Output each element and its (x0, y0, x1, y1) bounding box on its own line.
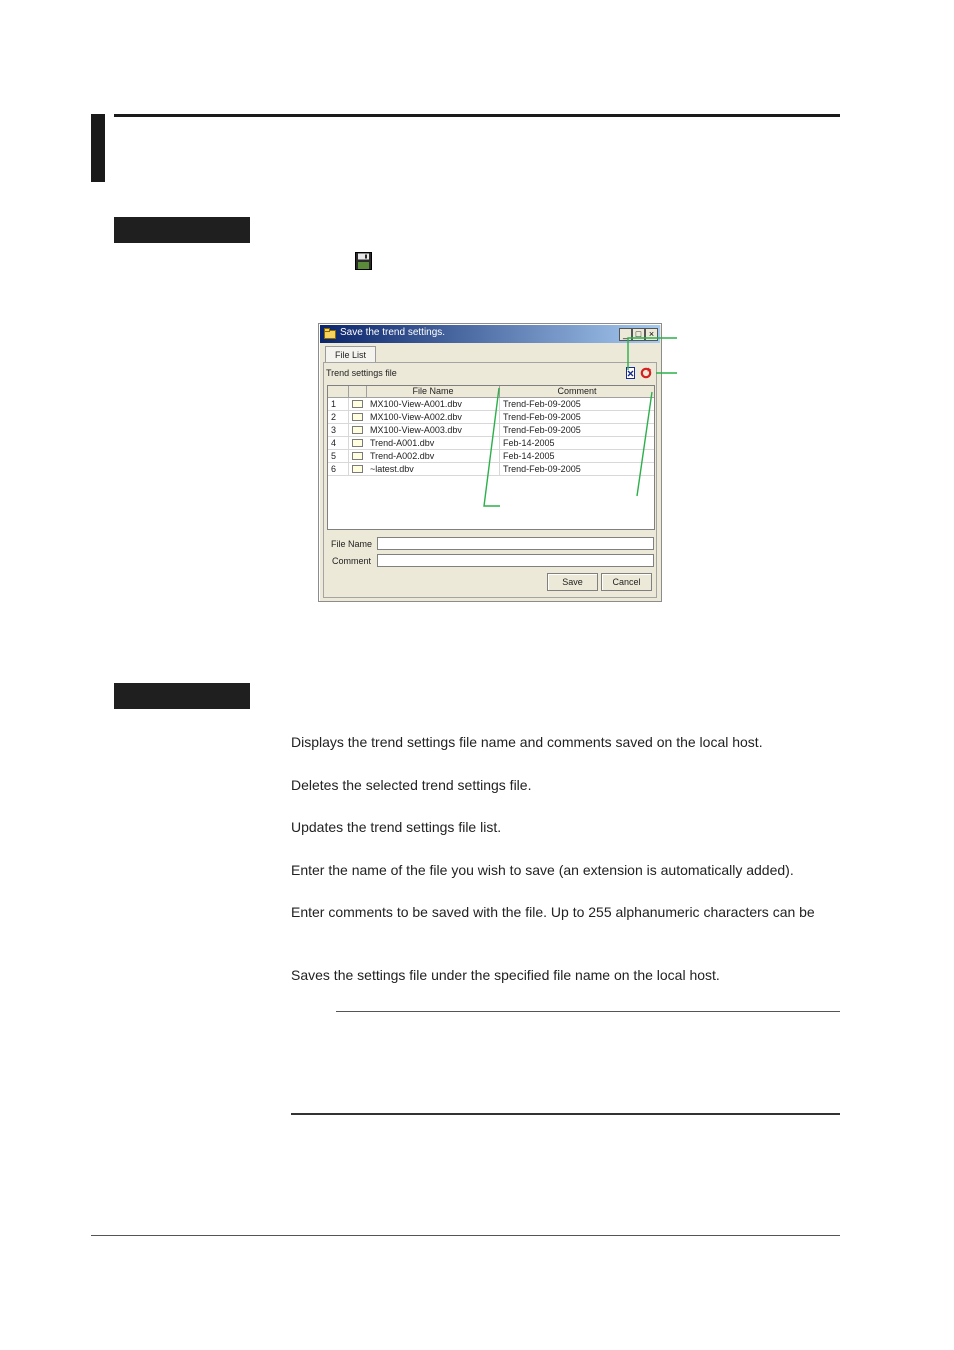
description-file-name: Enter the name of the file you wish to save (an extension is automatically added). (291, 862, 794, 878)
close-button[interactable]: × (645, 328, 658, 341)
file-name-label: File Name (331, 539, 373, 549)
row-comment: Trend-Feb-09-2005 (503, 412, 581, 422)
column-header-comment[interactable]: Comment (557, 386, 597, 396)
floppy-disk-icon (355, 252, 372, 270)
tab-file-list[interactable]: File List (325, 346, 376, 363)
header-rule (114, 114, 840, 117)
row-index: 4 (328, 437, 349, 450)
minimize-button[interactable]: _ (619, 328, 632, 341)
row-comment: Trend-Feb-09-2005 (503, 425, 581, 435)
row-comment: Trend-Feb-09-2005 (503, 464, 581, 474)
column-header-icon (349, 386, 367, 397)
row-file-name: MX100-View-A002.dbv (367, 411, 500, 424)
row-file-name: MX100-View-A001.dbv (367, 398, 500, 411)
save-button[interactable]: Save (547, 573, 598, 591)
folder-icon (324, 328, 336, 339)
row-comment: Feb-14-2005 (503, 451, 555, 461)
row-file-name: Trend-A002.dbv (367, 450, 500, 463)
footer-rule (91, 1235, 840, 1236)
row-file-name: MX100-View-A003.dbv (367, 424, 500, 437)
row-index: 1 (328, 398, 349, 411)
trend-file-icon (352, 452, 363, 460)
description-save: Saves the settings file under the specified file name on the local host. (291, 967, 720, 983)
trend-settings-file-label: Trend settings file (326, 368, 397, 378)
description-update: Updates the trend settings file list. (291, 819, 502, 835)
note-top-rule (336, 1011, 840, 1012)
row-index: 6 (328, 463, 349, 476)
column-header-index (328, 386, 349, 397)
row-file-name: Trend-A001.dbv (367, 437, 500, 450)
row-comment: Trend-Feb-09-2005 (503, 399, 581, 409)
comment-input[interactable] (377, 554, 654, 567)
trend-file-icon (352, 439, 363, 447)
callout-lines (480, 330, 680, 515)
chapter-marker-bar (91, 114, 105, 182)
description-comment: Enter comments to be saved with the file. Up to 255 alphanumeric characters can be (291, 904, 815, 920)
trend-file-icon (352, 465, 363, 473)
maximize-button[interactable]: □ (632, 328, 645, 341)
trend-file-icon (352, 413, 363, 421)
note-bottom-rule (291, 1113, 840, 1115)
comment-label: Comment (332, 556, 372, 566)
file-name-input[interactable] (377, 537, 654, 550)
description-file-list: Displays the trend settings file name and comments saved on the local host. (291, 734, 763, 750)
column-header-file-name[interactable]: File Name (367, 386, 500, 397)
cancel-button[interactable]: Cancel (601, 573, 652, 591)
row-file-name: ~latest.dbv (367, 463, 500, 476)
row-index: 5 (328, 450, 349, 463)
description-delete: Deletes the selected trend settings file. (291, 777, 532, 793)
trend-file-icon (352, 426, 363, 434)
procedure-section-tab (114, 217, 250, 243)
dialog-title: Save the trend settings. (340, 327, 446, 338)
row-index: 2 (328, 411, 349, 424)
row-comment: Feb-14-2005 (503, 438, 555, 448)
explanation-section-tab (114, 683, 250, 709)
row-index: 3 (328, 424, 349, 437)
trend-file-icon (352, 400, 363, 408)
